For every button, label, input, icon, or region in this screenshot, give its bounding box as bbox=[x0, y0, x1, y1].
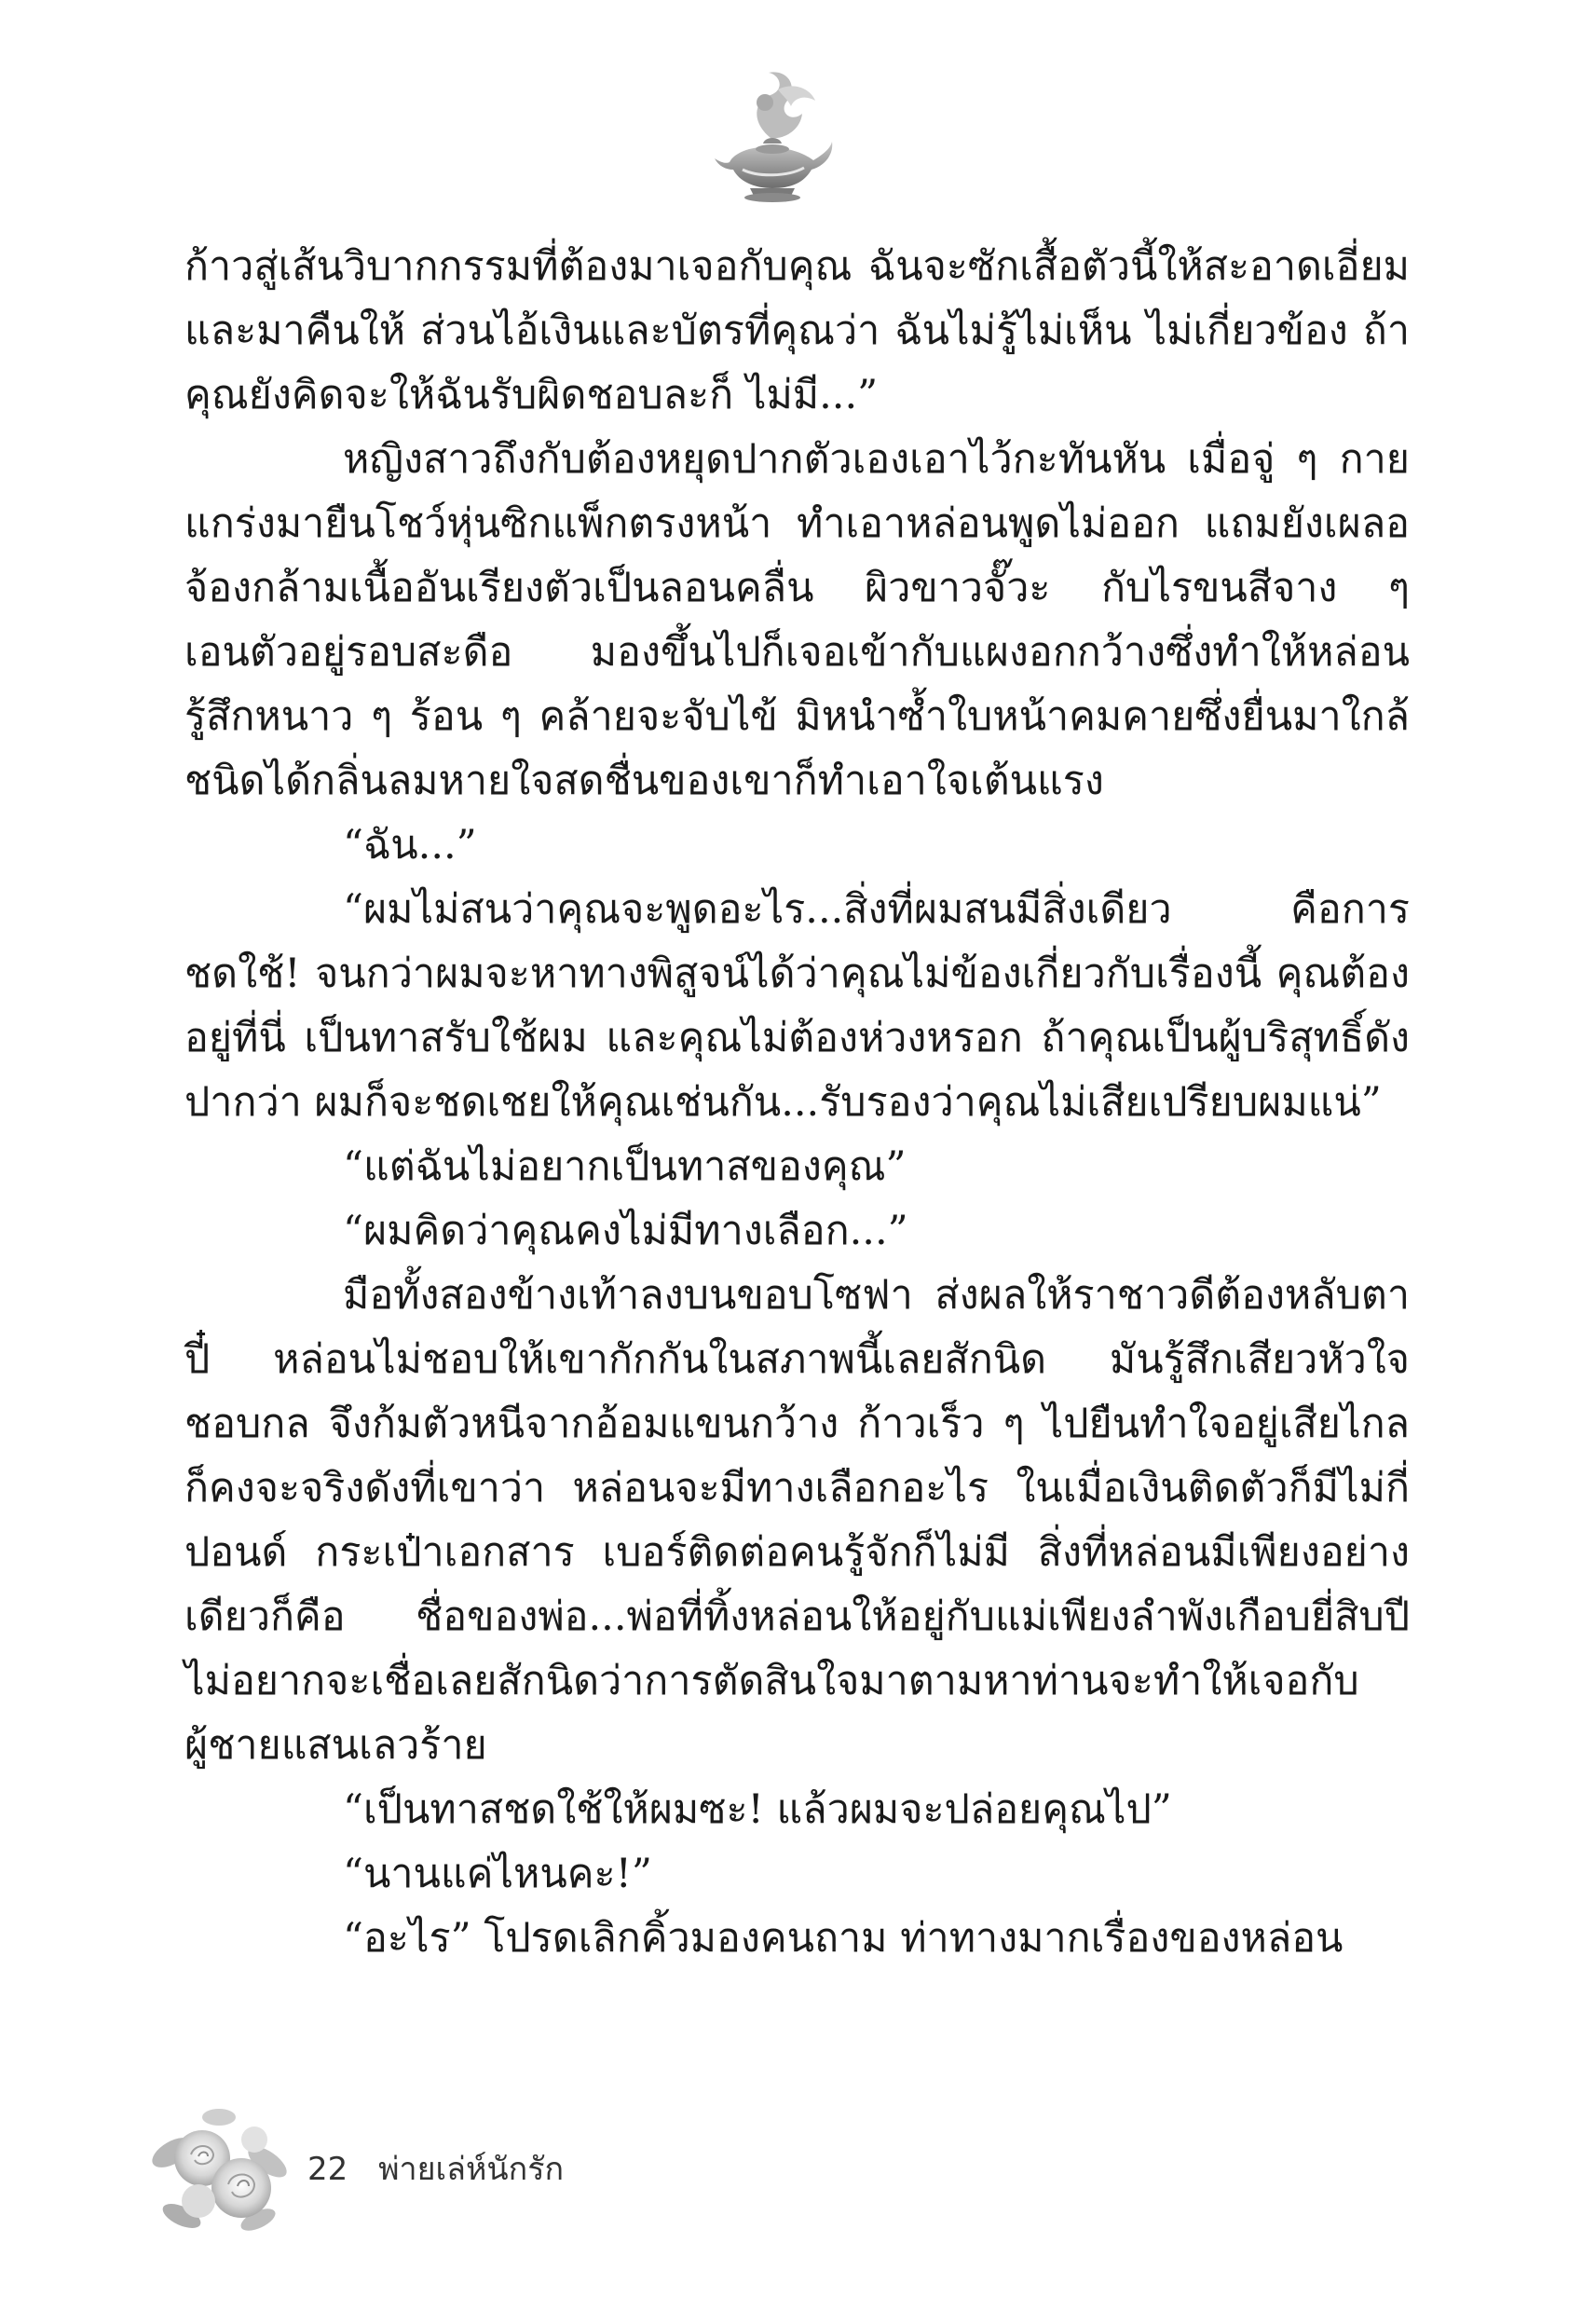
paragraph: “ผมคิดว่าคุณคงไม่มีทางเลือก...” bbox=[343, 1208, 908, 1254]
paragraph: “ฉัน...” bbox=[343, 822, 477, 868]
genie-lamp-icon bbox=[713, 65, 834, 205]
page-number: 22 bbox=[307, 2151, 348, 2188]
rose-bouquet-icon bbox=[144, 2097, 293, 2246]
paragraph: “แต่ฉันไม่อยากเป็นทาสของคุณ” bbox=[343, 1143, 907, 1190]
paragraph: “นานแค่ไหนคะ!” bbox=[343, 1851, 652, 1897]
story-body bbox=[184, 235, 1410, 1971]
paragraph: หญิงสาวถึงกับต้องหยุดปากตัวเองเอาไว้กะทันหัน เมื่อจู่ ๆ กายแกร่งมายืนโชว์หุ่นซิกแพ็กตรงหน้า ทำเอาหล่อนพูดไม่ออก แถมยังเผลอจ้องกล้ามเนื้ออันเรียงตัวเป็นลอนคลื่น ผิวขาวจั๊วะ กับไรขนสีจาง ๆ เอนตัวอยู่รอบสะดือ มองขึ้นไปก็เจอเข้ากับแผงอกกว้างซึ่งทำให้หล่อนรู้สึกหนาว ๆ ร้อน ๆ คล้ายจะจับไข้ มิหนำซ้ำใบหน้าคมคายซึ่งยื่นมาใกล้ชนิดได้กลิ่นลมหายใจสดชื่นของเขาก็ทำเอาใจเต้นแรง bbox=[184, 436, 1410, 804]
paragraph: “อะไร” โปรดเลิกคิ้วมองคนถาม ท่าทางมากเรื่องของหล่อน bbox=[343, 1915, 1344, 1962]
paragraph: “เป็นทาสชดใช้ให้ผมซะ! แล้วผมจะปล่อยคุณไป” bbox=[343, 1786, 1172, 1833]
paragraph: ก้าวสู่เส้นวิบากกรรมที่ต้องมาเจอกับคุณ ฉันจะซักเสื้อตัวนี้ให้สะอาดเอี่ยมและมาคืนให้ ส่วนไอ้เงินและบัตรที่คุณว่า ฉันไม่รู้ไม่เห็น ไม่เกี่ยวข้อง ถ้าคุณยังคิดจะให้ฉันรับผิดชอบละก็ ไม่มี...” bbox=[184, 243, 1410, 418]
book-title: พ่ายเล่ห์นักรัก bbox=[378, 2151, 565, 2188]
page-footer bbox=[307, 2143, 564, 2194]
paragraph: มือทั้งสองข้างเท้าลงบนขอบโซฟา ส่งผลให้ราชาวดีต้องหลับตาปี๋ หล่อนไม่ชอบให้เขากักกันในสภาพนี้เลยสักนิด มันรู้สึกเสียวหัวใจชอบกล จึงก้มตัวหนีจากอ้อมแขนกว้าง ก้าวเร็ว ๆ ไปยืนทำใจอยู่เสียไกลก็คงจะจริงดังที่เขาว่า หล่อนจะมีทางเลือกอะไร ในเมื่อเงินติดตัวก็มีไม่กี่ปอนด์ กระเป๋าเอกสาร เบอร์ติดต่อคนรู้จักก็ไม่มี สิ่งที่หล่อนมีเพียงอย่างเดียวก็คือ ชื่อของพ่อ...พ่อที่ทิ้งหล่อนให้อยู่กับแม่เพียงลำพังเกือบยี่สิบปี ไม่อยากจะเชื่อเลยสักนิดว่าการตัดสินใจมาตามหาท่านจะทำให้เจอกับผู้ชายแสนเลวร้าย bbox=[184, 1272, 1410, 1769]
paragraph: “ผมไม่สนว่าคุณจะพูดอะไร...สิ่งที่ผมสนมีสิ่งเดียว คือการชดใช้! จนกว่าผมจะหาทางพิสูจน์ได้ว่าคุณไม่ข้องเกี่ยวกับเรื่องนี้ คุณต้องอยู่ที่นี่ เป็นทาสรับใช้ผม และคุณไม่ต้องห่วงหรอก ถ้าคุณเป็นผู้บริสุทธิ์ดังปากว่า ผมก็จะชดเชยให้คุณเช่นกัน...รับรองว่าคุณไม่เสียเปรียบผมแน่” bbox=[184, 886, 1410, 1126]
